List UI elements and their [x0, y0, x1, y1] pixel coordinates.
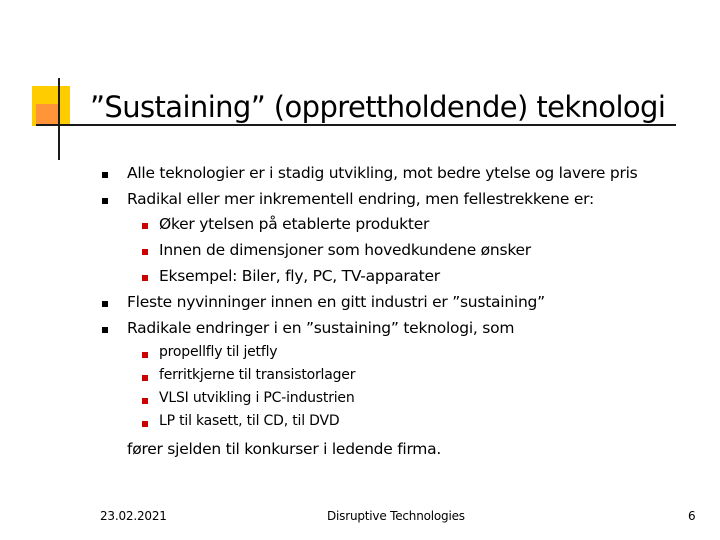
- bullet-square-icon: [102, 301, 108, 307]
- sub-bullet-square-icon: [142, 398, 148, 404]
- sub-bullet-square-icon: [142, 223, 148, 229]
- title-underline: [36, 124, 676, 126]
- sub-bullet-square-icon: [142, 249, 148, 255]
- footer-date: 23.02.2021: [100, 509, 167, 523]
- sub-bullet-text: LP til kasett, til CD, til DVD: [159, 413, 340, 429]
- sub-bullet-text: propellfly til jetfly: [159, 344, 278, 360]
- sub-bullet-text: Innen de dimensjoner som hovedkundene ønsker: [159, 241, 531, 259]
- bullet-square-icon: [102, 198, 108, 204]
- bullet-square-icon: [102, 172, 108, 178]
- slide-title: ”Sustaining” (opprettholdende) teknologi: [90, 90, 666, 124]
- corner-red-square: [36, 104, 58, 126]
- sub-bullet-text: ferritkjerne til transistorlager: [159, 367, 356, 383]
- conclusion-text: fører sjelden til konkurser i ledende firma.: [127, 440, 442, 458]
- bullet-text: Alle teknologier er i stadig utvikling, mot bedre ytelse og lavere pris: [127, 164, 638, 182]
- footer-title: Disruptive Technologies: [327, 509, 465, 523]
- page-number: 6: [688, 509, 696, 523]
- corner-vertical-line: [58, 78, 60, 160]
- bullet-text: Fleste nyvinninger innen en gitt industri er ”sustaining”: [127, 293, 545, 311]
- sub-bullet-text: Eksempel: Biler, fly, PC, TV-apparater: [159, 267, 440, 285]
- sub-bullet-text: Øker ytelsen på etablerte produkter: [159, 215, 430, 233]
- bullet-square-icon: [102, 327, 108, 333]
- bullet-text: Radikale endringer i en ”sustaining” teknologi, som: [127, 319, 515, 337]
- sub-bullet-square-icon: [142, 352, 148, 358]
- sub-bullet-square-icon: [142, 421, 148, 427]
- bullet-text: Radikal eller mer inkrementell endring, men fellestrekkene er:: [127, 190, 594, 208]
- sub-bullet-text: VLSI utvikling i PC-industrien: [159, 390, 355, 406]
- sub-bullet-square-icon: [142, 375, 148, 381]
- sub-bullet-square-icon: [142, 275, 148, 281]
